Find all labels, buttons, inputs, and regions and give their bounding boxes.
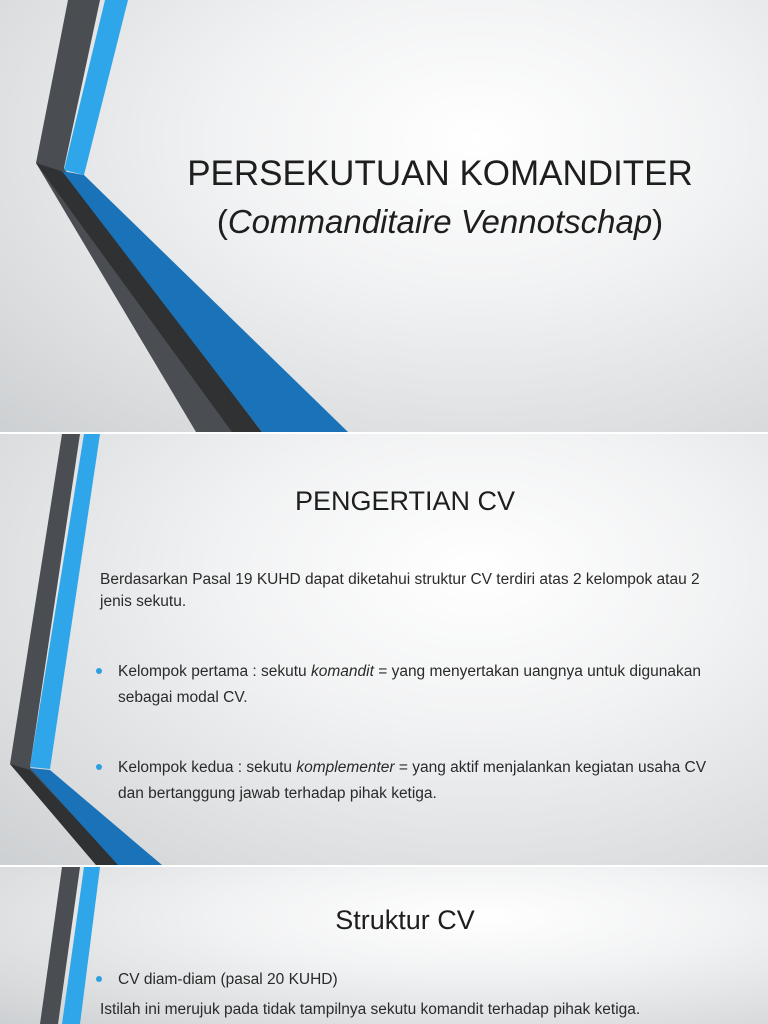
slide-pengertian bbox=[0, 434, 768, 865]
bullet-item: Kelompok kedua : sekutu komplementer = yang aktif menjalankan kegiatan usaha CV dan bertanggung jawab terhadap pihak ketiga. bbox=[96, 755, 726, 807]
body-text: Istilah ini merujuk pada tidak tampilnya sekutu komandit terhadap pihak ketiga. bbox=[100, 1001, 641, 1018]
slide-heading: PENGERTIAN CV bbox=[294, 486, 516, 516]
bullet-dot-icon bbox=[96, 668, 102, 674]
bullet-item: Kelompok pertama : sekutu komandit = yang menyertakan uangnya untuk digunakan sebagai modal CV. bbox=[96, 659, 726, 711]
title-block bbox=[130, 150, 750, 246]
slide-title bbox=[0, 0, 768, 432]
bullet-dot-icon bbox=[96, 764, 102, 770]
bullet-dot-icon bbox=[96, 976, 102, 982]
slide-struktur bbox=[0, 867, 768, 1024]
presentation-title: PERSEKUTUAN KOMANDITER bbox=[187, 154, 693, 193]
presentation-subtitle: (Commanditaire Vennotschap) bbox=[216, 203, 664, 240]
bullet-item: CV diam-diam (pasal 20 KUHD) bbox=[96, 967, 726, 993]
intro-paragraph: Berdasarkan Pasal 19 KUHD dapat diketahui struktur CV terdiri atas 2 kelompok atau 2 jenis sekutu. bbox=[100, 571, 700, 610]
slide-heading: Struktur CV bbox=[335, 905, 475, 935]
